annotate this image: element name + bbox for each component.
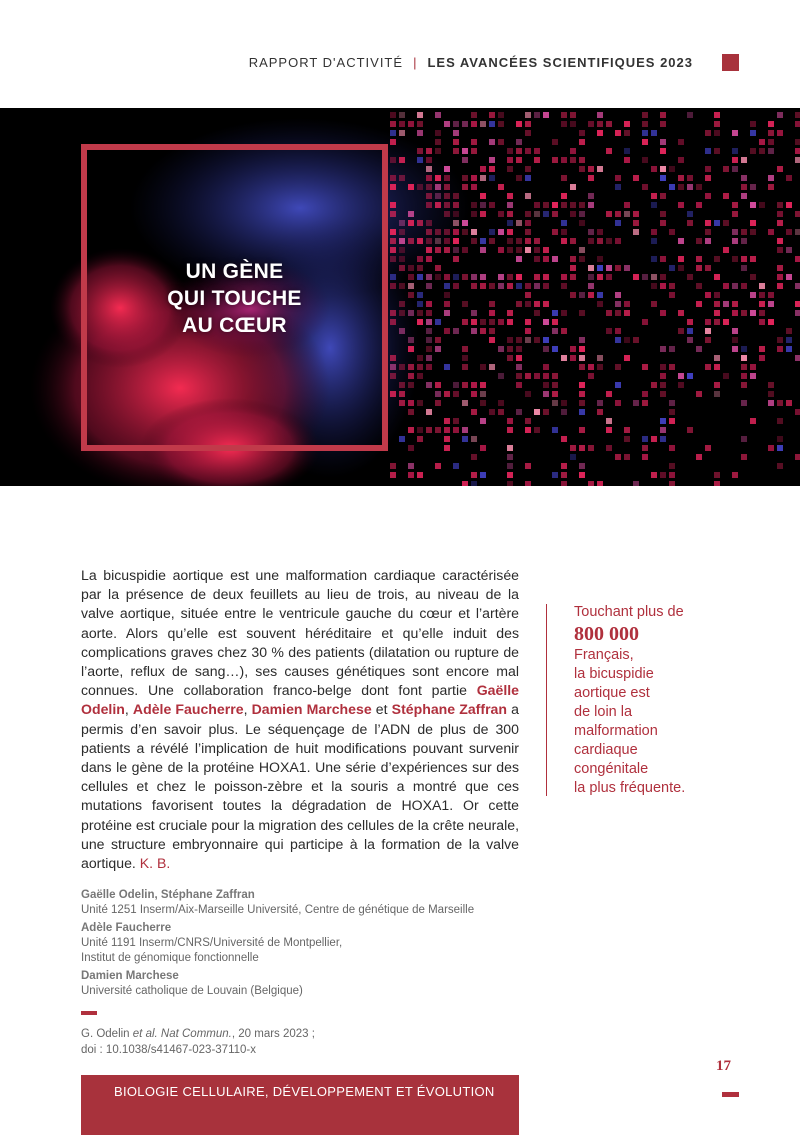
header-separator: |	[413, 55, 418, 70]
sidebar-line: congénitale	[574, 761, 649, 777]
reference-citation	[81, 1026, 531, 1042]
article-body	[81, 566, 519, 873]
key-figure-value: 800 000	[574, 623, 639, 645]
reference-date: , 20 mars 2023 ;	[231, 1028, 315, 1040]
title-line-1: UN GÈNE	[185, 260, 284, 283]
sidebar-line: cardiaque	[574, 742, 638, 758]
page-number: 17	[716, 1058, 731, 1074]
affiliation-names: Damien Marchese	[81, 970, 179, 982]
affiliation-names: Adèle Faucherre	[81, 922, 172, 934]
author-link-marchese: Damien Marchese	[251, 701, 372, 718]
title-line-2: QUI TOUCHE	[167, 287, 302, 310]
reference-author: G. Odelin	[81, 1028, 133, 1040]
section-label: BIOLOGIE CELLULAIRE, DÉVELOPPEMENT ET ÉVOLUTION	[114, 1084, 495, 1099]
comma: ,	[243, 701, 252, 718]
affiliation-names: Gaëlle Odelin, Stéphane Zaffran	[81, 889, 255, 901]
article-title	[87, 258, 382, 339]
affiliation-institution: Institut de génomique fonctionnelle	[81, 952, 259, 964]
reference-dash	[81, 1011, 97, 1015]
comma: ,	[124, 701, 133, 718]
sidebar-line: aortique est	[574, 685, 650, 701]
sidebar-line: la plus fréquente.	[574, 780, 686, 796]
reference	[81, 1026, 531, 1058]
header-square-marker	[722, 54, 739, 71]
header-title: LES AVANCÉES SCIENTIFIQUES 2023	[427, 55, 693, 70]
article-text-part-2: a permis d’en savoir plus. Le séquençage de l’ADN de plus de 300 patients a révélé l’implication de huit modifications pouvant survenir dans le gène de la protéine HOXA1. Une série d’expériences sur des cellules et chez le poisson-zèbre et la souris a montré que ces mutations favorisent toutes la dégradation de HOXA1. Or cette protéine est cruciale pour la migration des cellules de la crête neurale, une structure embryonnaire qui participe à la formation de la valve aortique.	[81, 701, 519, 872]
affiliation-institution: Unité 1191 Inserm/CNRS/Université de Montpellier,	[81, 937, 343, 949]
affiliation-institution: Unité 1251 Inserm/Aix-Marseille Université, Centre de génétique de Marseille	[81, 904, 475, 916]
page-number-dash	[722, 1092, 739, 1097]
key-figure-sidebar	[574, 603, 754, 798]
sidebar-divider	[546, 604, 547, 796]
sidebar-line-1: Touchant plus de	[574, 604, 684, 620]
section-footer-bar	[81, 1075, 519, 1135]
conjunction: et	[371, 701, 392, 718]
sidebar-line: la bicuspidie	[574, 666, 654, 682]
reference-doi[interactable]: doi : 10.1038/s41467-023-37110-x	[81, 1044, 256, 1056]
title-line-3: AU CŒUR	[182, 314, 287, 337]
running-header	[249, 55, 693, 70]
sidebar-line: Français,	[574, 647, 634, 663]
affiliation-institution: Université catholique de Louvain (Belgique)	[81, 985, 303, 997]
article-text-part-1: La bicuspidie aortique est une malformation cardiaque caractérisée par la présence de deux feuillets au lieu de trois, au niveau de la valve aortique, située entre le ventricule gauche du cœur et l’artère aorte. Alors qu’elle est souvent héréditaire et qu’elle induit des complications graves chez 30 % des patients (dilatation ou rupture de l’aorte, reflux de sang…), ses causes génétiques sont encore mal connues. Une collaboration franco-belge dont font partie	[81, 567, 519, 699]
sidebar-line: de loin la	[574, 704, 633, 720]
affiliations	[81, 885, 531, 999]
sidebar-line: malformation	[574, 723, 658, 739]
author-link-zaffran: Stéphane Zaffran	[391, 701, 507, 718]
header-report-label: RAPPORT D'ACTIVITÉ	[248, 55, 404, 70]
author-signature: K. B.	[139, 855, 171, 872]
hero-image	[0, 108, 800, 486]
author-link-odelin: Gaëlle Odelin	[81, 682, 519, 718]
reference-journal: et al. Nat Commun.	[132, 1028, 232, 1040]
author-link-faucherre: Adèle Faucherre	[132, 701, 244, 718]
